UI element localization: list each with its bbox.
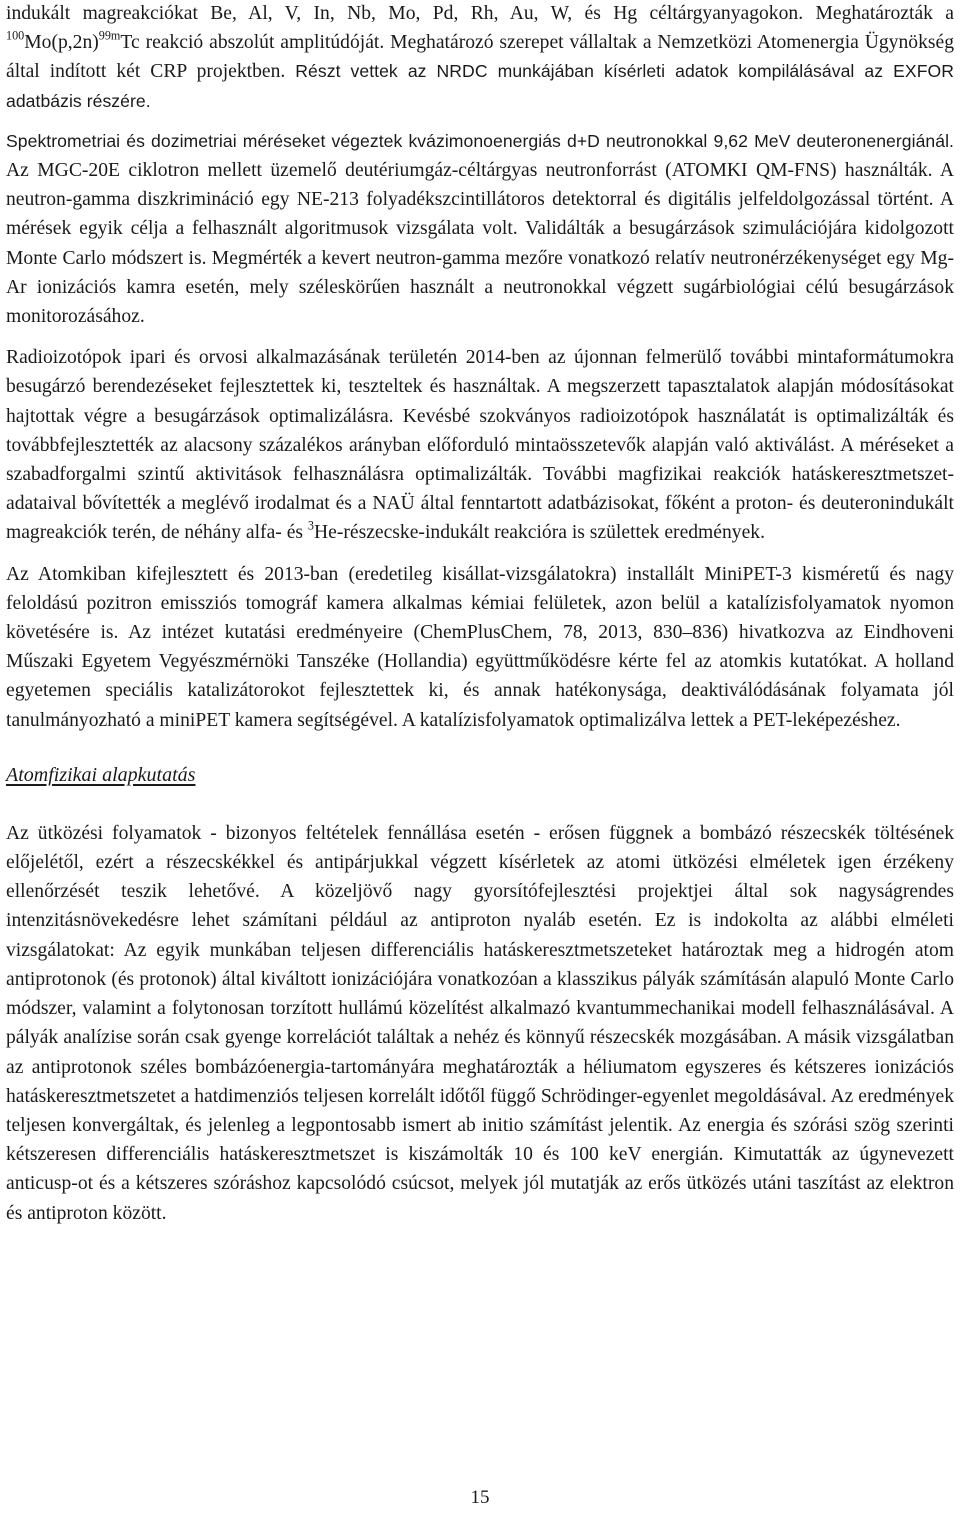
text-run: Tc reakció abszolút amplitúdóját. Meghatározó szerepet vállaltak a Nemzetközi Atomenergia Ügynökség által indított két CRP projektben.	[6, 32, 954, 83]
text-run-sans: Részt vettek az NRDC munkájában kísérleti adatok kompilálásával az EXFOR adatbázis részére.	[6, 61, 954, 111]
isomer-superscript: 99m	[98, 28, 121, 43]
text-run-sans: Spektrometriai és dozimetriai méréseket végeztek kvázimonoenergiás d+D neutronokkal 9,62 MeV deuteronenergiánál.	[6, 130, 954, 151]
text-run: He-részecske-indukált reakcióra is születtek eredmények.	[314, 522, 765, 544]
section-heading: Atomfizikai alapkutatás	[6, 763, 196, 786]
mass-number-superscript: 100	[6, 28, 25, 43]
document-page	[6, 0, 954, 1228]
text-run: Radioizotópok ipari és orvosi alkalmazásának területén 2014-ben az újonnan felmerülő további mintaformátumokra besugárzó berendezéseket fejlesztettek ki, teszteltek és használtak. A megszerzett tapasztalatok alapján módosításokat hajtottak végre a besugárzások optimalizálásra. Kevésbé szokványos radioizotópok használatát is optimalizálták és továbbfejlesztették az alacsony százalékos arányban előforduló mintaösszetevők alapján való aktiválást. A méréseket a szabadforgalmi szintű aktivitások felhasználásra optimalizálták. További magfizikai reakciók hatáskeresztmetszet-adataival bővítették a meglévő irodalmat és a NAÜ által fenntartott adatbázisokat, főként a proton- és deuteronindukált magreakciók terén, de néhány alfa- és	[6, 347, 954, 544]
paragraph-dosimetry	[6, 127, 954, 331]
page-number: 15	[470, 1487, 490, 1508]
text-run: Mo(p,2n)	[24, 32, 99, 54]
helium-mass-superscript: 3	[307, 518, 314, 533]
paragraph-minipet: Az Atomkiban kifejlesztett és 2013-ban (eredetileg kisállat-vizsgálatokra) installált MiniPET-3 kisméretű és nagy feloldású pozitron emissziós tomográf kamera alkalmas kémiai felületek, azon belül a katalízisfolyamatok nyomon követésére is. Az intézet kutatási eredményeire (ChemPlusChem, 78, 2013, 830–836) hivatkozva az Eindhoveni Műszaki Egyetem Vegyészmérnöki Tanszéke (Hollandia) együttműködésre kérte fel az atomkis kutatókat. A holland egyetemen speciális katalizátorokot fejlesztettek ki, és annak hatékonysága, deaktiválódásának folyamata jól tanulmányozható a miniPET kamera segítségével. A katalízisfolyamatok optimalizálva lettek a PET-leképezéshez.	[6, 563, 954, 731]
paragraph-nuclear-reactions	[6, 0, 954, 116]
paragraph-atomic-physics: Az ütközési folyamatok - bizonyos feltételek fennállása esetén - erősen függnek a bombázó részecskék töltésének előjelétől, ezért a részecskékkel és antipárjukkal végzett kísérletek az atomi ütközési elméletek igen érzékeny ellenőrzését teszik lehetővé. A közeljövő nagy gyorsítófejlesztési projektjei által sok nagyságrendes intenzitásnövekedésre lehet számítani például az antiproton nyaláb esetén. Ez is indokolta az alábbi elméleti vizsgálatokat: Az egyik munkában teljesen differenciális hatáskeresztmetszeteket határoztak meg a hidrogén atom antiprotonok (és protonok) által kiváltott ionizációjára vonatkozóan a klasszikus pályák számításán alapuló Monte Carlo módszer, valamint a folytonosan torzított hullámú közelítést alkalmazó kvantummechanikai modell felhasználásával. A pályák analízise során csak gyenge korrelációt találtak a nehéz és könnyű részecskék mozgásában. A másik vizsgálatban az antiprotonok széles bombázóenergia-tartományára meghatározták a héliumatom egyszeres és kétszeres ionizációs hatáskeresztmetszetet a hatdimenziós teljesen korrelált időtől függő Schrödinger-egyenlet megoldásával. Az eredmények teljesen konvergáltak, és jelenleg a legpontosabb ismert ab initio számítást jelentik. Az energia és szórási szög szerinti kétszeresen differenciális hatáskeresztmetszet is kiszámolták 10 és 100 keV energián. Kimutatták az úgynevezett anticusp-ot és a kétszeres szóráshoz kapcsolódó csúcsot, melyek jól mutatják az erős ütközés utáni taszítást az elektron és antiproton között.	[6, 822, 954, 1224]
paragraph-radioisotopes	[6, 343, 954, 547]
text-run: indukált magreakciókat Be, Al, V, In, Nb, Mo, Pd, Rh, Au, W, és Hg céltárgyanyagokon. Meghatározták a	[6, 3, 954, 24]
text-run: Az MGC-20E ciklotron mellett üzemelő deutériumgáz-céltárgyas neutronforrást (ATOMKI QM-FNS) használták. A neutron-gamma diszkrimináció egy NE-213 folyadékszcintillátoros detektorral és digitális jelfeldolgozással történt. A mérések egyik célja a felhasznált algoritmusok vizsgálata volt. Validálták a besugárzások szimulációjára kidolgozott Monte Carlo módszert is. Megmérték a kevert neutron-gamma mezőre vonatkozó relatív neutronérzékenységet egy Mg-Ar ionizációs kamra esetén, mely széleskörűen használt a neutronokkal végzett sugárbiológiai célú besugárzások monitorozásához.	[6, 160, 954, 328]
